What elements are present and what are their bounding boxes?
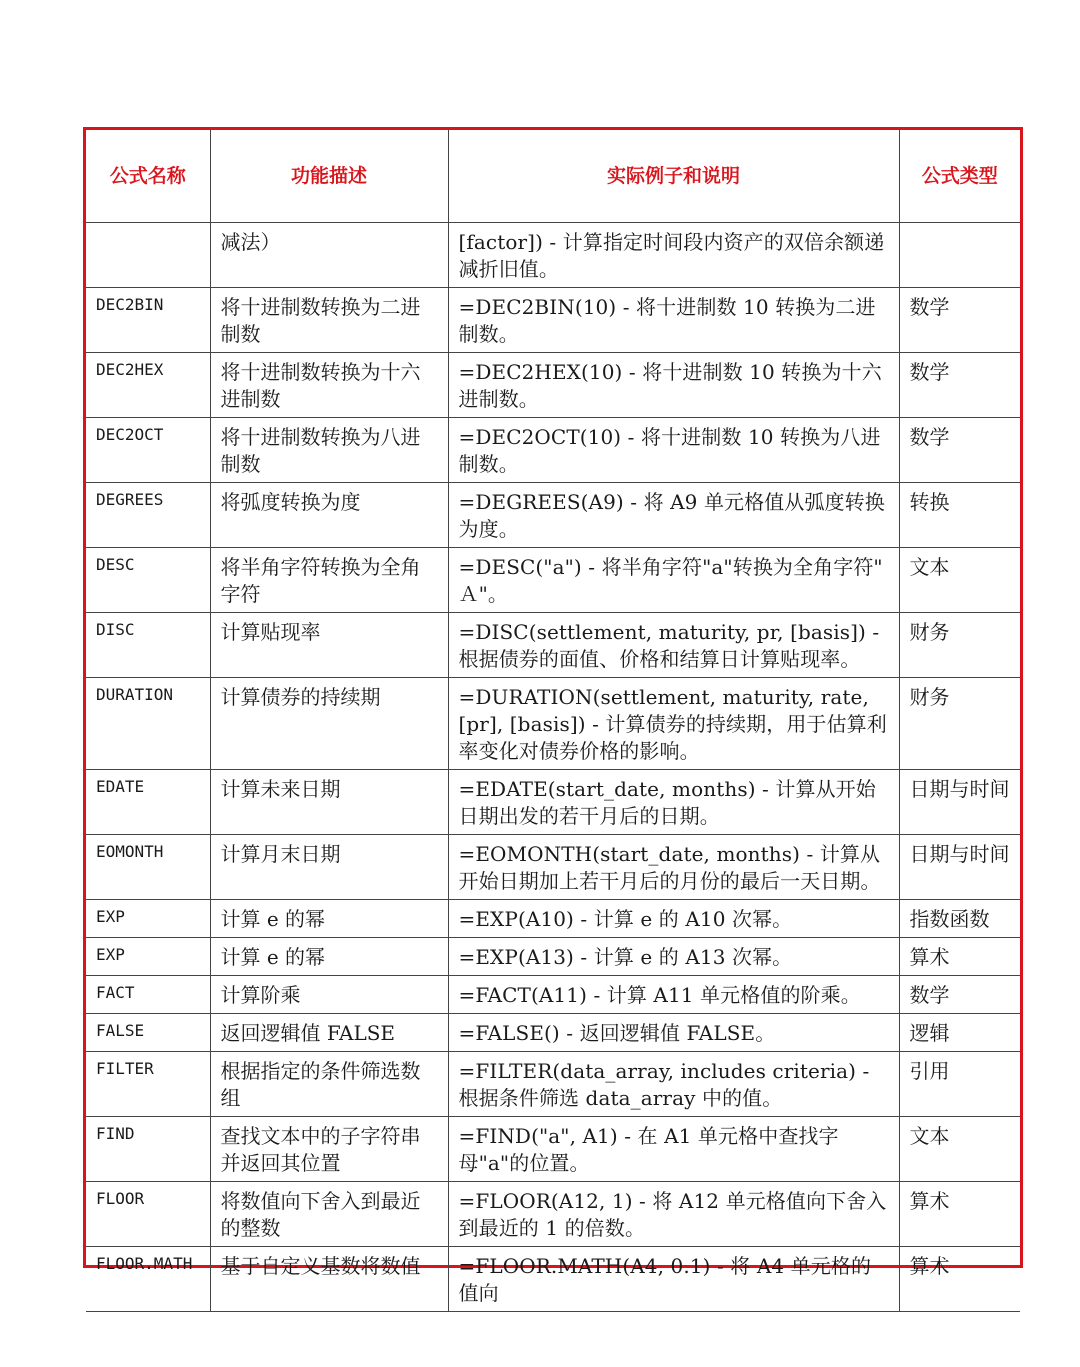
table-row — [86, 1014, 1020, 1052]
example-cell: =FACT(A11) - 计算 A11 单元格值的阶乘。 — [448, 976, 899, 1014]
table-row — [86, 835, 1020, 900]
example-cell: =FIND("a", A1) - 在 A1 单元格中查找字母"a"的位置。 — [448, 1117, 899, 1182]
formula-name-cell: DISC — [86, 613, 210, 678]
formula-type-cell: 算术 — [899, 1247, 1020, 1312]
formula-type-cell: 数学 — [899, 353, 1020, 418]
formula-name-cell — [86, 223, 210, 288]
table-row — [86, 548, 1020, 613]
formula-table — [86, 130, 1020, 1312]
description-cell: 基于自定义基数将数值 — [210, 1247, 448, 1312]
table-row — [86, 678, 1020, 770]
table-body — [86, 223, 1020, 1312]
description-cell: 将十进制数转换为八进制数 — [210, 418, 448, 483]
formula-type-cell: 文本 — [899, 548, 1020, 613]
header-function-description: 功能描述 — [210, 130, 448, 223]
header-example: 实际例子和说明 — [448, 130, 899, 223]
formula-type-cell: 文本 — [899, 1117, 1020, 1182]
formula-type-cell: 引用 — [899, 1052, 1020, 1117]
description-cell: 将十进制数转换为二进制数 — [210, 288, 448, 353]
description-cell: 将数值向下舍入到最近的整数 — [210, 1182, 448, 1247]
formula-type-cell: 逻辑 — [899, 1014, 1020, 1052]
formula-type-cell: 算术 — [899, 938, 1020, 976]
example-cell: =FILTER(data_array, includes criteria) - 根据条件筛选 data_array 中的值。 — [448, 1052, 899, 1117]
table-row — [86, 1117, 1020, 1182]
formula-name-cell: FLOOR.MATH — [86, 1247, 210, 1312]
table-row — [86, 613, 1020, 678]
formula-name-cell: DEC2OCT — [86, 418, 210, 483]
formula-name-cell: DEC2HEX — [86, 353, 210, 418]
formula-type-cell: 指数函数 — [899, 900, 1020, 938]
formula-name-cell: DURATION — [86, 678, 210, 770]
description-cell: 计算未来日期 — [210, 770, 448, 835]
example-cell: =EOMONTH(start_date, months) - 计算从开始日期加上若干月后的月份的最后一天日期。 — [448, 835, 899, 900]
description-cell: 计算 e 的幂 — [210, 938, 448, 976]
table-header-row — [86, 130, 1020, 223]
description-cell: 将弧度转换为度 — [210, 483, 448, 548]
table-row — [86, 353, 1020, 418]
example-cell: =DISC(settlement, maturity, pr, [basis]) - 根据债券的面值、价格和结算日计算贴现率。 — [448, 613, 899, 678]
table-row — [86, 1182, 1020, 1247]
table-row — [86, 288, 1020, 353]
formula-type-cell: 财务 — [899, 613, 1020, 678]
description-cell: 计算债券的持续期 — [210, 678, 448, 770]
description-cell: 查找文本中的子字符串并返回其位置 — [210, 1117, 448, 1182]
formula-type-cell — [899, 223, 1020, 288]
header-formula-type: 公式类型 — [899, 130, 1020, 223]
formula-type-cell: 数学 — [899, 418, 1020, 483]
description-cell: 将半角字符转换为全角字符 — [210, 548, 448, 613]
formula-name-cell: FACT — [86, 976, 210, 1014]
example-cell: =FALSE() - 返回逻辑值 FALSE。 — [448, 1014, 899, 1052]
formula-type-cell: 日期与时间 — [899, 835, 1020, 900]
description-cell: 减法） — [210, 223, 448, 288]
description-cell: 根据指定的条件筛选数组 — [210, 1052, 448, 1117]
table-row — [86, 1247, 1020, 1312]
formula-type-cell: 日期与时间 — [899, 770, 1020, 835]
table-row — [86, 418, 1020, 483]
description-cell: 将十进制数转换为十六进制数 — [210, 353, 448, 418]
example-cell: =DEC2OCT(10) - 将十进制数 10 转换为八进制数。 — [448, 418, 899, 483]
header-formula-name: 公式名称 — [86, 130, 210, 223]
table-row — [86, 483, 1020, 548]
description-cell: 返回逻辑值 FALSE — [210, 1014, 448, 1052]
formula-name-cell: FLOOR — [86, 1182, 210, 1247]
formula-name-cell: EXP — [86, 938, 210, 976]
description-cell: 计算月末日期 — [210, 835, 448, 900]
formula-name-cell: EDATE — [86, 770, 210, 835]
formula-name-cell: FALSE — [86, 1014, 210, 1052]
table-row — [86, 770, 1020, 835]
table-row — [86, 938, 1020, 976]
formula-name-cell: DEGREES — [86, 483, 210, 548]
table-row — [86, 1052, 1020, 1117]
formula-type-cell: 数学 — [899, 288, 1020, 353]
formula-name-cell: FILTER — [86, 1052, 210, 1117]
example-cell: =DESC("a") - 将半角字符"a"转换为全角字符" Ａ"。 — [448, 548, 899, 613]
formula-type-cell: 数学 — [899, 976, 1020, 1014]
formula-type-cell: 财务 — [899, 678, 1020, 770]
table-row — [86, 900, 1020, 938]
formula-table-frame — [83, 127, 1023, 1305]
formula-name-cell: DESC — [86, 548, 210, 613]
formula-name-cell: FIND — [86, 1117, 210, 1182]
example-cell: =FLOOR.MATH(A4, 0.1) - 将 A4 单元格的值向 — [448, 1247, 899, 1312]
description-cell: 计算 e 的幂 — [210, 900, 448, 938]
example-cell: =EXP(A13) - 计算 e 的 A13 次幂。 — [448, 938, 899, 976]
example-cell: =DEC2HEX(10) - 将十进制数 10 转换为十六进制数。 — [448, 353, 899, 418]
formula-name-cell: EOMONTH — [86, 835, 210, 900]
example-cell: =FLOOR(A12, 1) - 将 A12 单元格值向下舍入到最近的 1 的倍数。 — [448, 1182, 899, 1247]
formula-name-cell: DEC2BIN — [86, 288, 210, 353]
example-cell: =DEC2BIN(10) - 将十进制数 10 转换为二进制数。 — [448, 288, 899, 353]
formula-name-cell: EXP — [86, 900, 210, 938]
description-cell: 计算阶乘 — [210, 976, 448, 1014]
example-cell: =EXP(A10) - 计算 e 的 A10 次幂。 — [448, 900, 899, 938]
example-cell: =DEGREES(A9) - 将 A9 单元格值从弧度转换为度。 — [448, 483, 899, 548]
example-cell: [factor]) - 计算指定时间段内资产的双倍余额递减折旧值。 — [448, 223, 899, 288]
formula-type-cell: 算术 — [899, 1182, 1020, 1247]
table-row — [86, 976, 1020, 1014]
formula-type-cell: 转换 — [899, 483, 1020, 548]
example-cell: =EDATE(start_date, months) - 计算从开始日期出发的若干月后的日期。 — [448, 770, 899, 835]
table-row — [86, 223, 1020, 288]
description-cell: 计算贴现率 — [210, 613, 448, 678]
example-cell: =DURATION(settlement, maturity, rate, [pr], [basis]) - 计算债券的持续期，用于估算利率变化对债券价格的影响。 — [448, 678, 899, 770]
